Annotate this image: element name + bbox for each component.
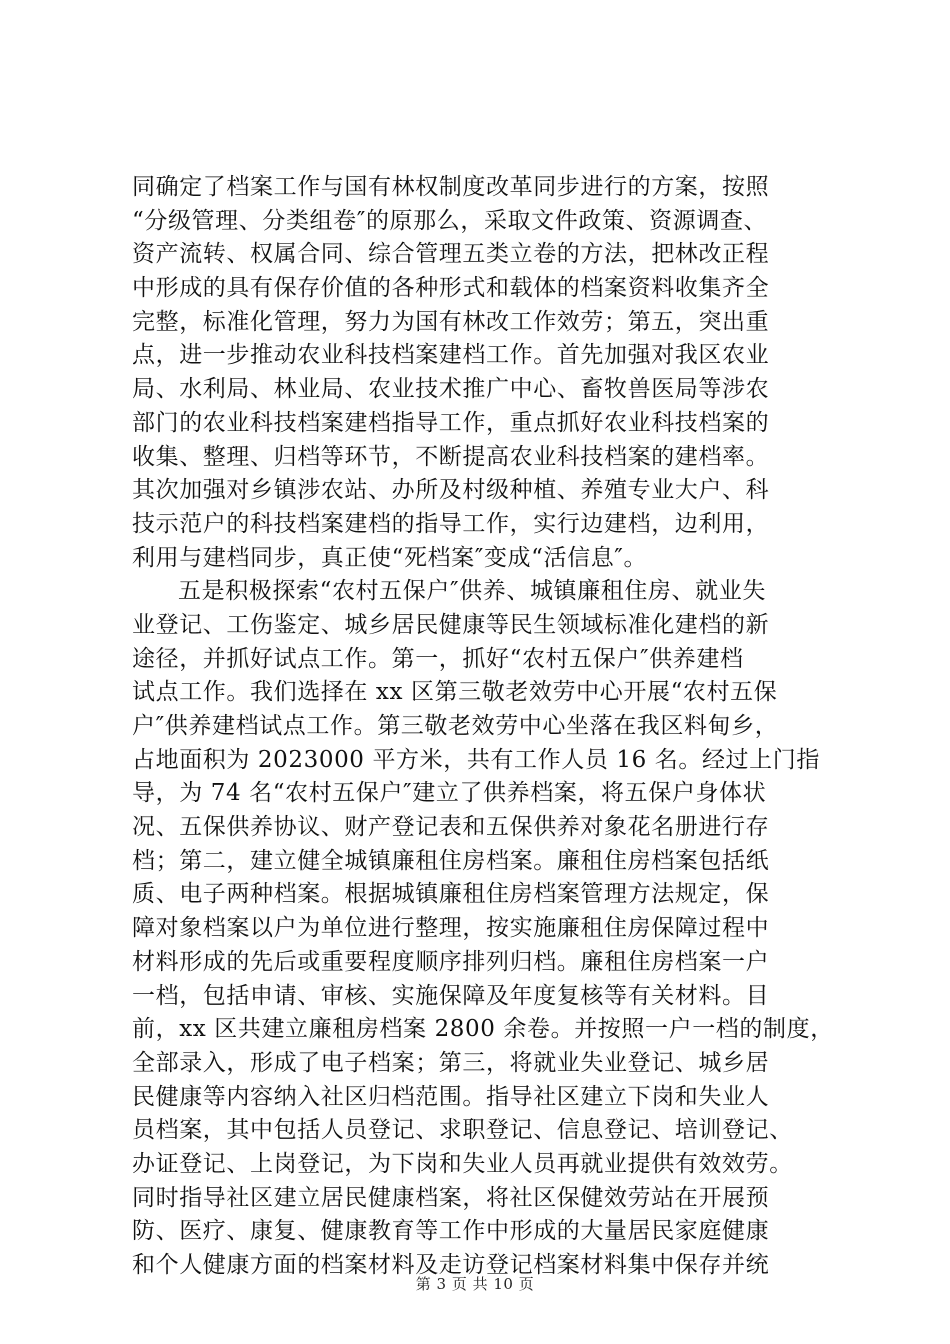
text-line: 导，为 74 名“农村五保户″建立了供养档案，将五保户身体状 xyxy=(132,780,767,807)
text-line: 材料形成的先后或重要程度顺序排列归档。廉租住房档案一户 xyxy=(132,948,770,975)
text-line: 办证登记、上岗登记，为下岗和失业人员再就业提供有效效劳。 xyxy=(132,1150,793,1177)
text-line: 完整，标准化管理，努力为国有林改工作效劳；第五，突出重 xyxy=(132,308,770,335)
text-line: 点，进一步推动农业科技档案建档工作。首先加强对我区农业 xyxy=(132,342,770,369)
text-line: 同确定了档案工作与国有林权制度改革同步进行的方案，按照 xyxy=(132,174,770,200)
text-line: 全部录入，形成了电子档案；第三，将就业失业登记、城乡居 xyxy=(132,1049,770,1076)
text-line: 一档，包括申请、审核、实施保障及年度复核等有关材料。目 xyxy=(132,982,770,1009)
text-line: 中形成的具有保存价值的各种形式和载体的档案资料收集齐全 xyxy=(132,275,770,302)
text-line: 途径，并抓好试点工作。第一，抓好“农村五保户″供养建档 xyxy=(132,645,744,672)
text-line: 档；第二，建立健全城镇廉租住房档案。廉租住房档案包括纸 xyxy=(132,847,770,874)
text-line: 同时指导社区建立居民健康档案，将社区保健效劳站在开展预 xyxy=(132,1184,770,1211)
text-line: 利用与建档同步，真正使“死档案″变成“活信息″。 xyxy=(132,544,648,571)
text-line: 况、五保供养协议、财产登记表和五保供养对象花名册进行存 xyxy=(132,814,770,841)
page-footer: 第 3 页 共 10 页 xyxy=(415,1275,535,1293)
text-line: 部门的农业科技档案建档指导工作，重点抓好农业科技档案的 xyxy=(132,409,770,436)
text-line: 防、医疗、康复、健康教育等工作中形成的大量居民家庭健康 xyxy=(132,1218,770,1245)
text-line: 资产流转、权属合同、综合管理五类立卷的方法，把林改正程 xyxy=(132,241,770,268)
text-line: “分级管理、分类组卷″的原那么，采取文件政策、资源调查、 xyxy=(132,207,768,234)
text-line: 收集、整理、归档等环节，不断提高农业科技档案的建档率。 xyxy=(132,443,770,470)
text-line: 技示范户的科技档案建档的指导工作，实行边建档，边利用， xyxy=(132,510,770,537)
paragraph-start-line: 五是积极探索“农村五保户″供养、城镇廉租住房、就业失 xyxy=(178,578,766,605)
text-line: 局、水利局、林业局、农业技术推广中心、畜牧兽医局等涉农 xyxy=(132,376,770,403)
text-line: 户″供养建档试点工作。第三敬老效劳中心坐落在我区料甸乡， xyxy=(132,713,779,739)
text-line: 员档案，其中包括人员登记、求职登记、信息登记、培训登记、 xyxy=(132,1117,793,1144)
text-line: 和个人健康方面的档案材料及走访登记档案材料集中保存并统 xyxy=(132,1252,770,1278)
body-text xyxy=(132,171,832,1283)
text-line: 前，xx 区共建立廉租房档案 2800 余卷。并按照一户一档的制度， xyxy=(132,1016,834,1043)
text-line: 其次加强对乡镇涉农站、办所及村级种植、养殖专业大户、科 xyxy=(132,477,770,504)
text-line: 试点工作。我们选择在 xx 区第三敬老效劳中心开展“农村五保 xyxy=(132,679,778,706)
text-line: 业登记、工伤鉴定、城乡居民健康等民生领域标准化建档的新 xyxy=(132,611,770,638)
text-line: 民健康等内容纳入社区归档范围。指导社区建立下岗和失业人 xyxy=(132,1083,770,1110)
text-line: 占地面积为 2023000 平方米，共有工作人员 16 名。经过上门指 xyxy=(132,746,820,773)
text-line: 障对象档案以户为单位进行整理，按实施廉租住房保障过程中 xyxy=(132,915,770,942)
text-line: 质、电子两种档案。根据城镇廉租住房档案管理方法规定，保 xyxy=(132,881,770,908)
